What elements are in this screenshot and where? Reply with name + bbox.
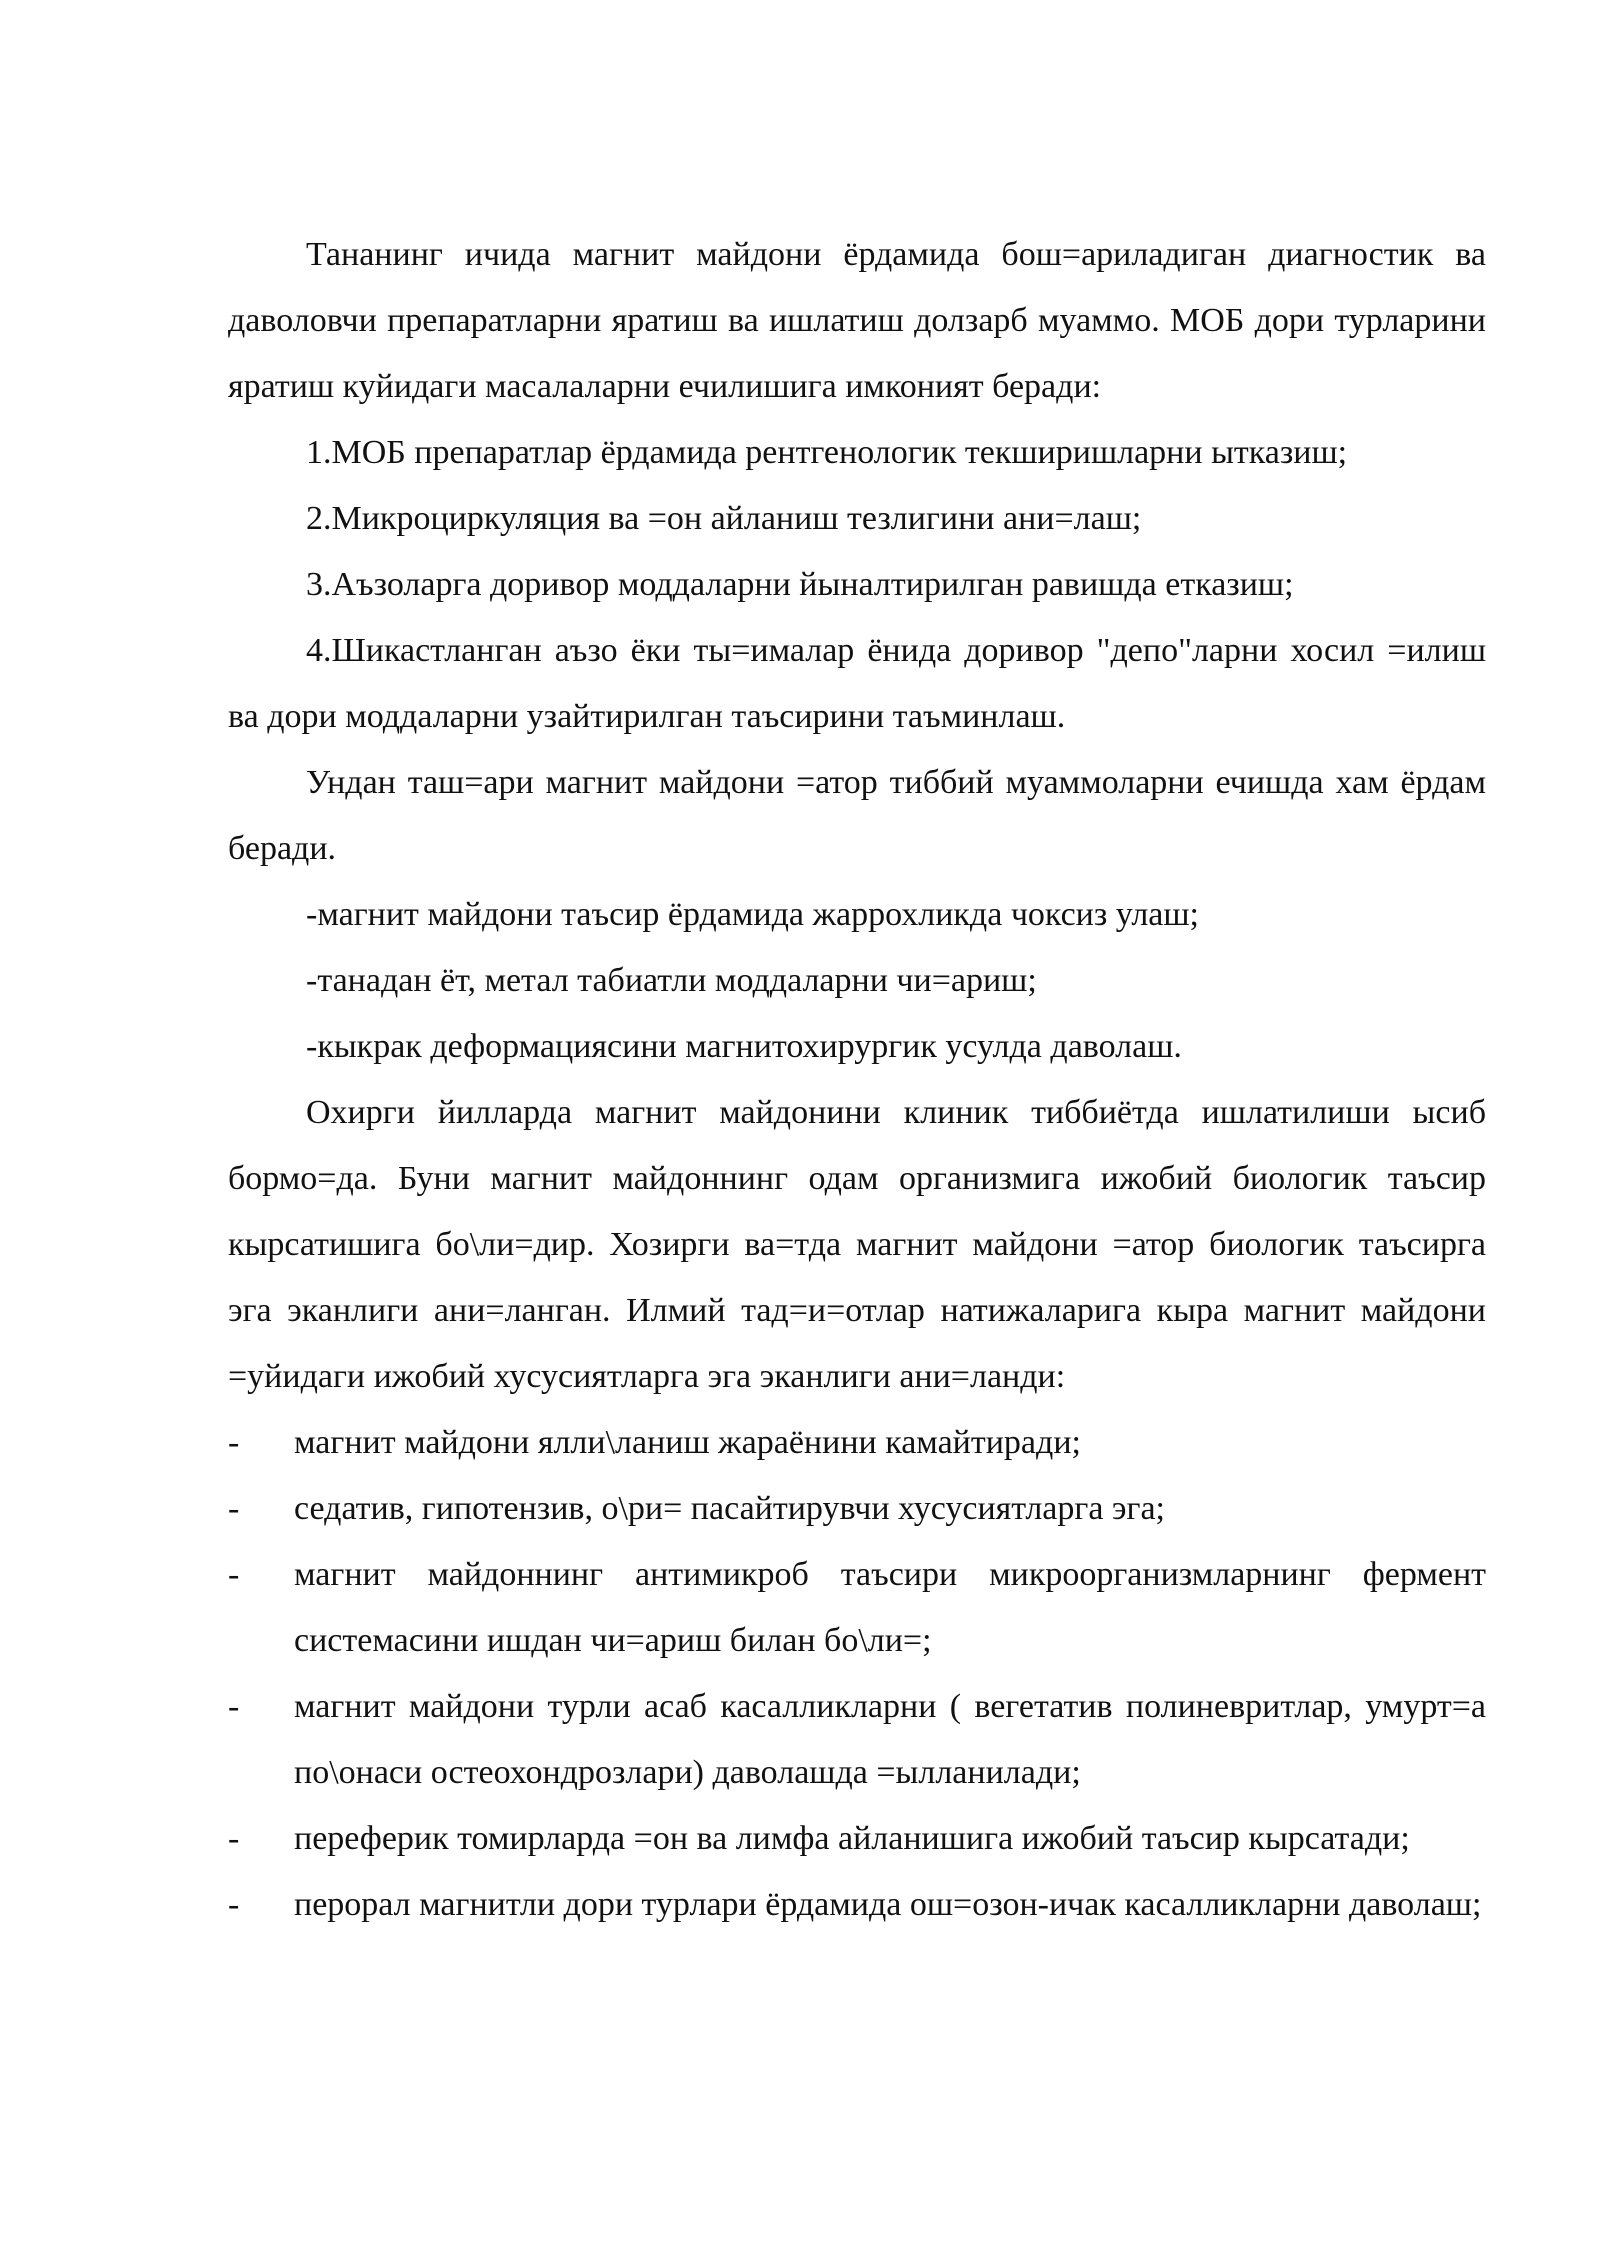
paragraph-intro: Тананинг ичида магнит майдони ёрдамида бош=ариладиган диагностик ва даволовчи препаратларни яратиш ва ишлатиш долзарб муаммо. МОБ дори турларини яратиш куйидаги масалаларни ечилишига имконият беради:: [228, 236, 1486, 405]
bullet-text: магнит майдони ялли\ланиш жараёнини камайтиради;: [294, 1424, 1081, 1461]
document-page: [228, 222, 1486, 1938]
dash-item-3: -кыкрак деформациясини магнитохирургик усулда даволаш.: [306, 1028, 1182, 1065]
paragraph-clinical: Охирги йилларда магнит майдонини клиник тиббиётда ишлатилиши ысиб бормо=да. Буни магнит майдоннинг одам организмига ижобий биологик таъсир кырсатишига бо\ли=дир. Хозирги ва=тда магнит майдони =атор биологик таъсирга эга эканлиги ани=ланган. Илмий тад=и=отлар натижаларига кыра магнит майдони =уйидаги ижобий хусусиятларга эга эканлиги ани=ланди:: [228, 1094, 1486, 1395]
dash-item-1: -магнит майдони таъсир ёрдамида жаррохликда чоксиз улаш;: [306, 896, 1199, 933]
list-item: [228, 1410, 1486, 1476]
numbered-item-2: 2.Микроциркуляция ва =он айланиш тезлигини ани=лаш;: [306, 500, 1142, 537]
paragraph-additional: Ундан таш=ари магнит майдони =атор тиббий муаммоларни ечишда хам ёрдам беради.: [228, 764, 1486, 867]
numbered-item-4: 4.Шикастланган аъзо ёки ты=ималар ёнида доривор "депо"ларни хосил =илиш ва дори моддаларни узайтирилган таъсирини таъминлаш.: [228, 632, 1486, 735]
list-item: [228, 1806, 1486, 1872]
bullet-text: магнит майдони турли асаб касалликларни ( вегетатив полиневритлар, умурт=а по\онаси остеохондрозлари) даволашда =ылланилади;: [294, 1688, 1486, 1791]
numbered-item-1: 1.МОБ препаратлар ёрдамида рентгенологик текширишларни ытказиш;: [306, 434, 1348, 471]
bullet-dash: -: [228, 1490, 240, 1527]
list-item: [228, 1872, 1486, 1938]
bullet-list: [228, 1410, 1486, 1938]
bullet-dash: -: [228, 1688, 240, 1725]
bullet-dash: -: [228, 1820, 240, 1857]
bullet-dash: -: [228, 1886, 240, 1923]
bullet-dash: -: [228, 1424, 240, 1461]
bullet-text: переферик томирларда =он ва лимфа айланишига ижобий таъсир кырсатади;: [294, 1820, 1410, 1857]
numbered-item-3: 3.Аъзоларга доривор моддаларни йыналтирилган равишда етказиш;: [306, 566, 1294, 603]
bullet-dash: -: [228, 1556, 240, 1593]
list-item: [228, 1542, 1486, 1674]
dash-item-2: -танадан ёт, метал табиатли моддаларни чи=ариш;: [306, 962, 1037, 999]
list-item: [228, 1674, 1486, 1806]
bullet-text: седатив, гипотензив, о\ри= пасайтирувчи хусусиятларга эга;: [294, 1490, 1165, 1527]
bullet-text: магнит майдоннинг антимикроб таъсири микроорганизмларнинг фермент системасини ишдан чи=ариш билан бо\ли=;: [294, 1556, 1486, 1659]
list-item: [228, 1476, 1486, 1542]
bullet-text: перорал магнитли дори турлари ёрдамида ош=озон-ичак касалликларни даволаш;: [294, 1886, 1482, 1923]
